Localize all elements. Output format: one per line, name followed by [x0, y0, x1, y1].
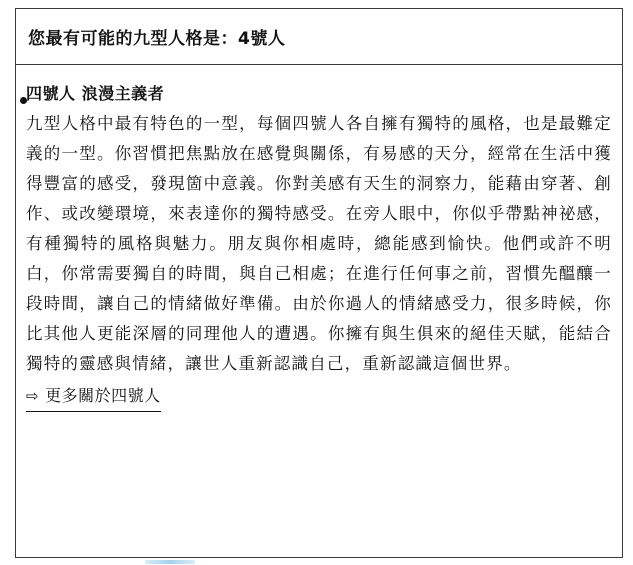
personality-description: 九型人格中最有特色的一型，每個四號人各自擁有獨特的風格，也是最難定義的一型。你習慣把焦點放在感覺與關係，有易感的天分，經常在生活中獲得豐富的感受，發現箇中意義。你對美感有天生的洞察力，能藉由穿著、創作、或改變環境，來表達你的獨特感受。在旁人眼中，你似乎帶點神祕感，有種獨特的風格與魅力。朋友與你相處時，總能感到愉快。他們或許不明白，你常需要獨自的時間，與自己相處；在進行任何事之前，習慣先醞釀一段時間，讓自己的情緒做好準備。由於你過人的情緒感受力，很多時候，你比其他人更能深層的同理他人的遭遇。你擁有與生俱來的絕佳天賦，能結合獨特的靈感與情緒，讓世人重新認識自己，重新認識這個世界。	[26, 114, 612, 373]
arrow-right-icon: ⇨	[26, 387, 40, 405]
more-about-link[interactable]	[26, 381, 161, 412]
decorative-accent	[145, 560, 195, 564]
result-heading: 您最有可能的九型人格是：4號人	[16, 9, 622, 65]
personality-section	[26, 71, 612, 412]
result-panel	[15, 8, 623, 558]
more-about-label: 更多關於四號人	[45, 386, 161, 405]
personality-title: 四號人 浪漫主義者	[26, 84, 165, 103]
